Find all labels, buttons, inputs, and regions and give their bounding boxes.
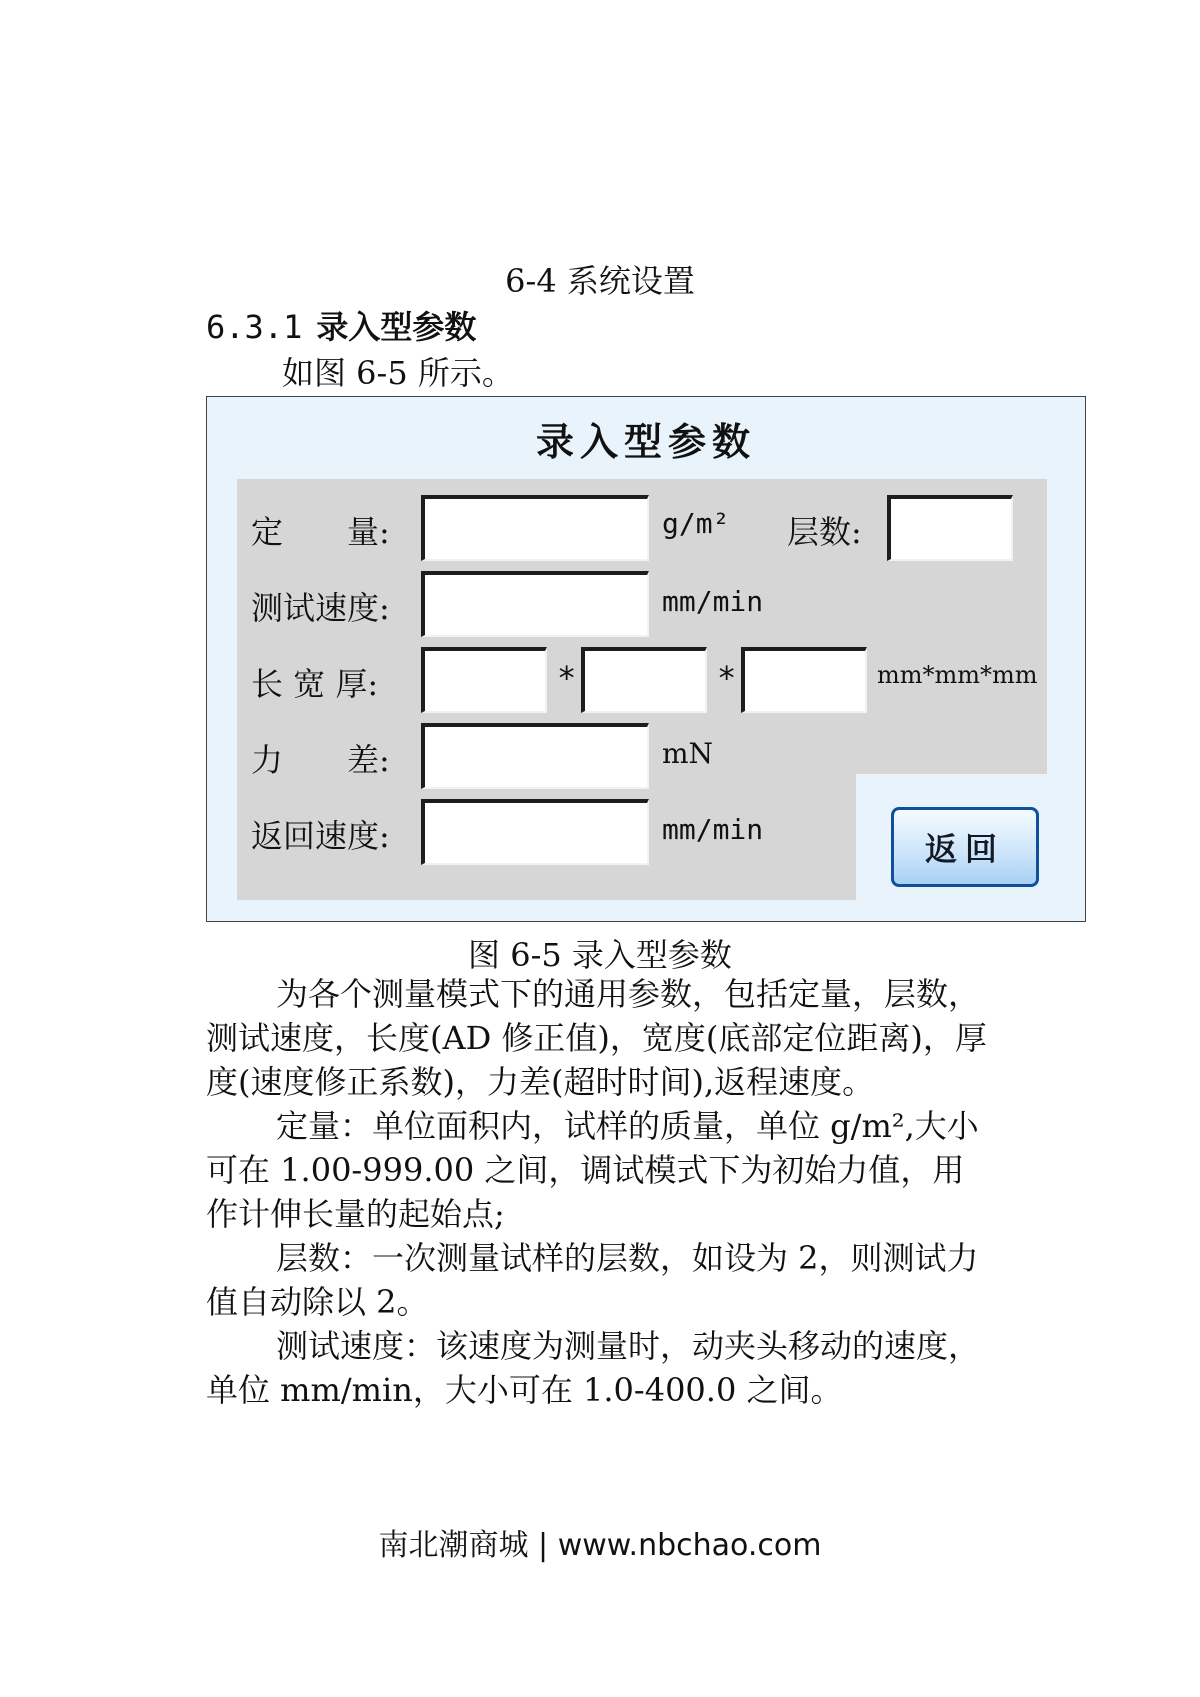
force-diff-input[interactable] xyxy=(421,723,649,789)
dimensions-unit: mm*mm*mm xyxy=(877,661,1038,689)
return-speed-input[interactable] xyxy=(421,799,649,865)
test-speed-unit: mm/min xyxy=(662,585,764,618)
force-diff-label: 力 差: xyxy=(251,741,390,779)
quantitative-label: 定 量: xyxy=(251,513,390,551)
section-number: 6.3.1 xyxy=(206,308,303,346)
layers-label: 层数: xyxy=(787,513,862,551)
panel-title: 录入型参数 xyxy=(535,419,756,464)
paragraph-quantitative: 定量：单位面积内，试样的质量，单位 g/m²,大小可在 1.00-999.00 之间，调试模式下为初始力值，用作计伸长量的起始点; xyxy=(206,1107,979,1233)
test-speed-input[interactable] xyxy=(421,571,649,637)
length-input[interactable] xyxy=(421,647,547,713)
dimension-separator-1: * xyxy=(557,659,577,697)
layers-input[interactable] xyxy=(887,495,1013,561)
quantitative-unit: g/m² xyxy=(662,507,730,540)
section-subtitle: 6-4 系统设置 xyxy=(505,262,695,300)
return-speed-label: 返回速度: xyxy=(251,817,390,855)
site-footer[interactable]: 南北潮商城 | www.nbchao.com xyxy=(378,1528,822,1563)
thickness-input[interactable] xyxy=(741,647,867,713)
figure-reference: 如图 6-5 所示。 xyxy=(282,354,514,392)
dimensions-label: 长 宽 厚: xyxy=(251,665,379,703)
dimension-separator-2: * xyxy=(717,659,737,697)
paragraph-overview: 为各个测量模式下的通用参数，包括定量，层数，测试速度，长度(AD 修正值)，宽度(底部定位距离)，厚度(速度修正系数)，力差(超时时间),返程速度。 xyxy=(206,975,987,1101)
test-speed-label: 测试速度: xyxy=(251,589,390,627)
return-speed-unit: mm/min xyxy=(662,813,764,846)
figure-caption: 图 6-5 录入型参数 xyxy=(468,936,732,974)
width-input[interactable] xyxy=(581,647,707,713)
quantitative-input[interactable] xyxy=(421,495,649,561)
section-heading xyxy=(206,302,476,348)
force-diff-unit: mN xyxy=(662,737,714,770)
section-title: 录入型参数 xyxy=(316,308,477,346)
parameter-panel xyxy=(206,396,1086,922)
paragraph-test-speed: 测试速度：该速度为测量时，动夹头移动的速度，单位 mm/min，大小可在 1.0-400.0 之间。 xyxy=(206,1327,981,1409)
return-button[interactable]: 返回 xyxy=(891,807,1039,887)
paragraph-layers: 层数：一次测量试样的层数，如设为 2，则测试力值自动除以 2。 xyxy=(206,1239,979,1321)
